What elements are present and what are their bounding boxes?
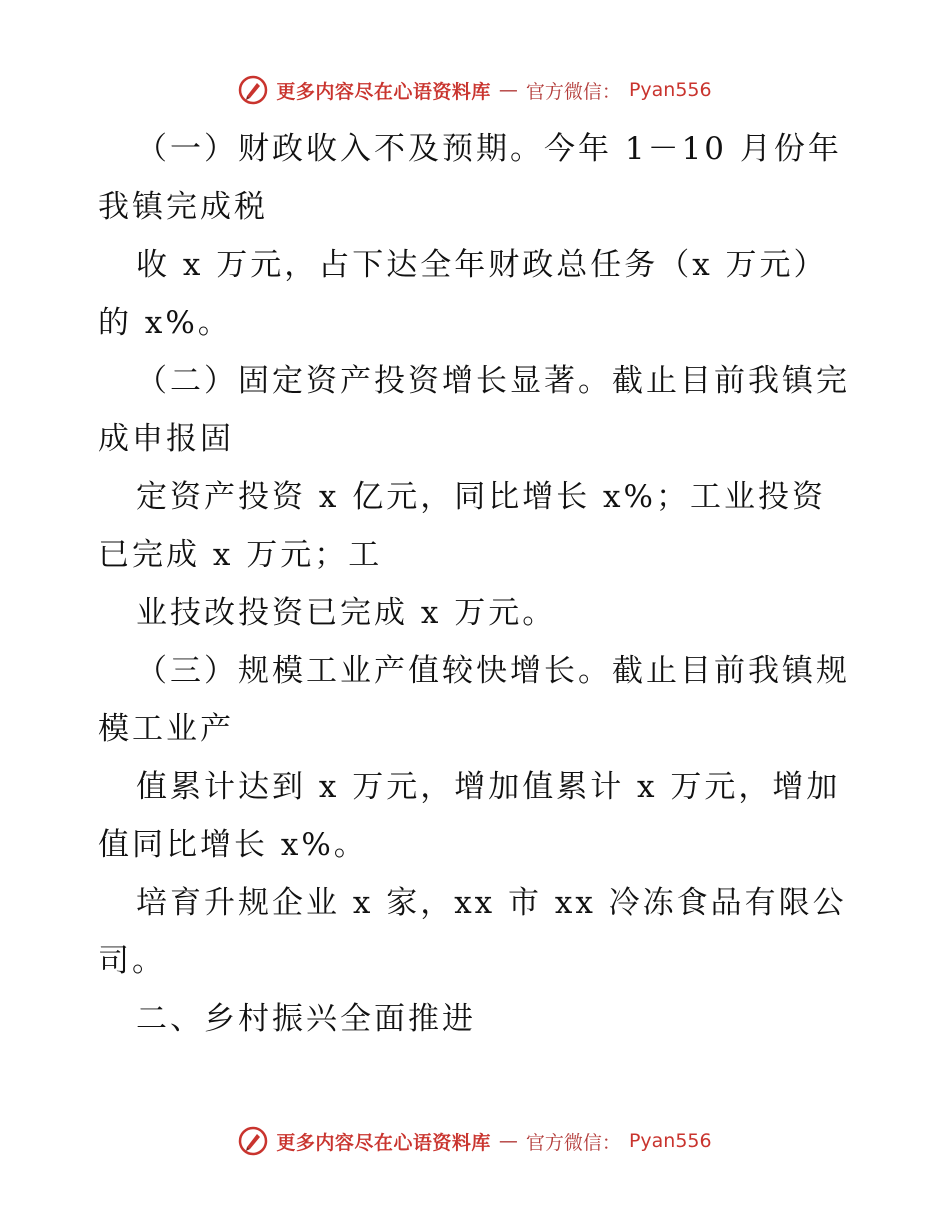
paragraph-line: （一）财政收入不及预期。今年 1－10 月份年: [136, 131, 842, 167]
paragraph-line: 模工业产: [98, 711, 234, 747]
watermark-handle: Pyan556: [628, 79, 712, 101]
header-watermark: [0, 73, 950, 107]
paragraph-line: 培育升规企业 x 家，xx 市 xx 冷冻食品有限公: [136, 885, 847, 921]
paragraph-line: 司。: [98, 943, 166, 979]
footer-watermark: [0, 1124, 950, 1158]
paragraph-line: （二）固定资产投资增长显著。截止目前我镇完: [136, 363, 850, 399]
watermark-handle: Pyan556: [628, 1130, 712, 1152]
paragraph-line: 已完成 x 万元；工: [98, 537, 383, 573]
watermark-dash: —: [498, 1130, 518, 1152]
paragraph-line: 值同比增长 x%。: [98, 827, 368, 863]
watermark-text: 更多内容尽在心语资料库: [276, 80, 491, 103]
watermark-official-label: 官方微信：: [525, 1131, 621, 1154]
watermark-text: 更多内容尽在心语资料库: [276, 1131, 491, 1154]
paragraph-line: 收 x 万元，占下达全年财政总任务（x 万元）: [136, 247, 828, 283]
document-body: [98, 120, 858, 1048]
paragraph-line: 我镇完成税: [98, 189, 268, 225]
section-heading: 二、乡村振兴全面推进: [136, 1001, 476, 1037]
pen-logo-icon: [238, 1126, 268, 1156]
watermark-official-label: 官方微信：: [525, 80, 621, 103]
paragraph-line: 定资产投资 x 亿元，同比增长 x%；工业投资: [136, 479, 826, 515]
paragraph-line: （三）规模工业产值较快增长。截止目前我镇规: [136, 653, 850, 689]
paragraph-line: 业技改投资已完成 x 万元。: [136, 595, 557, 631]
pen-logo-icon: [238, 75, 268, 105]
paragraph-line: 值累计达到 x 万元，增加值累计 x 万元，增加: [136, 769, 841, 805]
paragraph-line: 的 x%。: [98, 305, 232, 341]
watermark-dash: —: [498, 79, 518, 101]
paragraph-line: 成申报固: [98, 421, 234, 457]
